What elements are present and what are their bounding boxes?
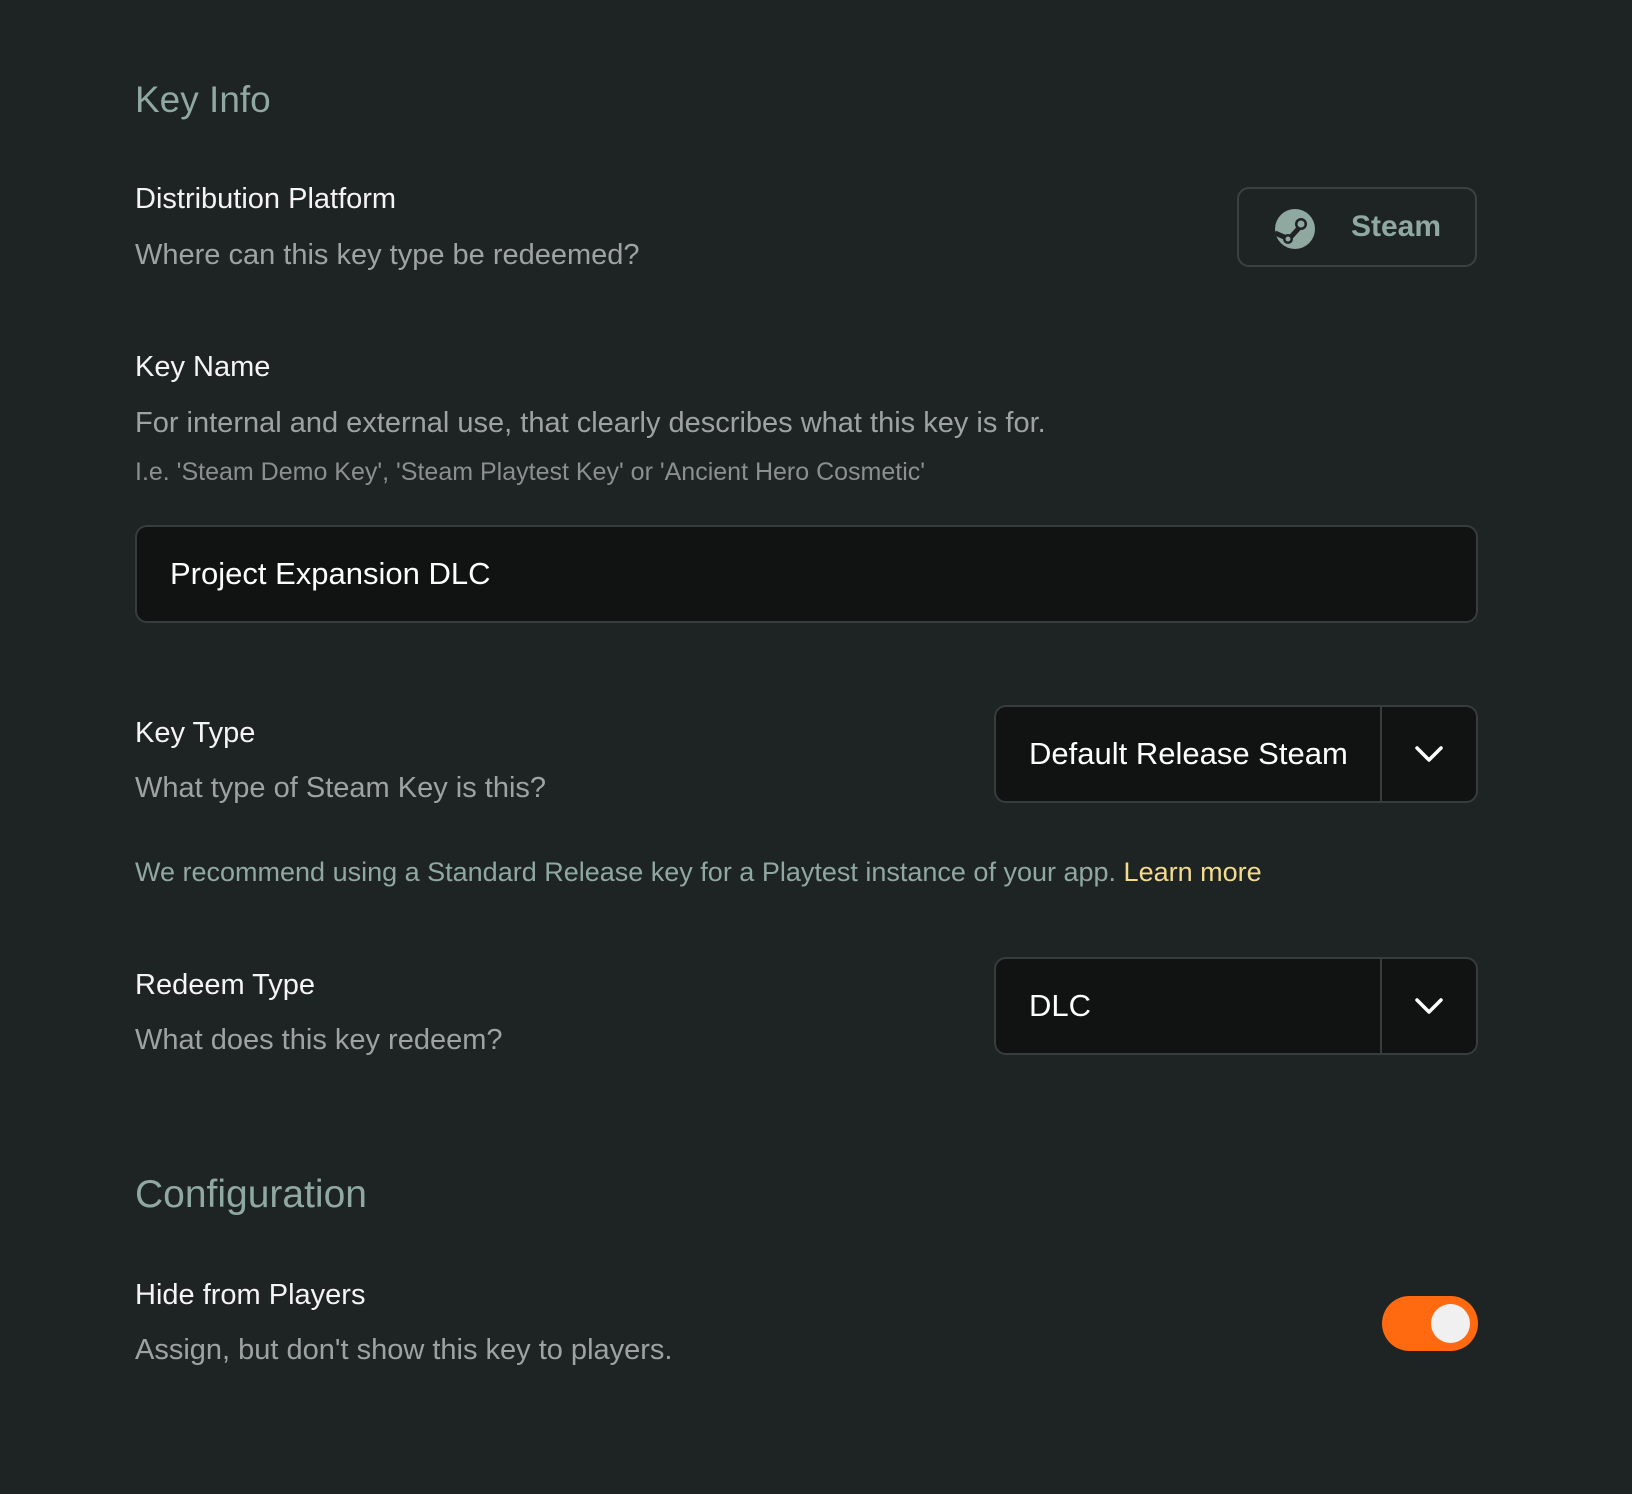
recommendation-message: We recommend using a Standard Release key for a Playtest instance of your app.	[135, 857, 1117, 887]
key-name-value: Project Expansion DLC	[170, 556, 491, 591]
redeem-type-select[interactable]	[994, 957, 1478, 1055]
key-name-hint: I.e. 'Steam Demo Key', 'Steam Playtest Key' or 'Ancient Hero Cosmetic'	[135, 458, 926, 486]
toggle-knob	[1431, 1304, 1470, 1343]
platform-label: Steam	[1351, 210, 1442, 243]
steam-icon	[1275, 209, 1315, 249]
distribution-platform-description: Where can this key type be redeemed?	[135, 239, 640, 271]
hide-from-players-description: Assign, but don't show this key to players.	[135, 1334, 673, 1366]
section-title-key-info: Key Info	[135, 79, 271, 120]
recommendation-text	[135, 856, 1262, 888]
key-type-description: What type of Steam Key is this?	[135, 772, 547, 804]
platform-steam-button[interactable]	[1237, 187, 1477, 267]
key-type-value: Default Release Steam	[1029, 736, 1348, 771]
key-type-label: Key Type	[135, 717, 256, 749]
key-name-input[interactable]	[135, 525, 1478, 623]
redeem-type-label: Redeem Type	[135, 969, 316, 1001]
key-type-select[interactable]	[994, 705, 1478, 803]
select-divider	[1380, 707, 1382, 801]
section-title-configuration: Configuration	[135, 1173, 367, 1216]
redeem-type-value: DLC	[1029, 988, 1092, 1023]
learn-more-link[interactable]: Learn more	[1123, 857, 1262, 887]
key-name-description: For internal and external use, that clearly describes what this key is for.	[135, 407, 1046, 439]
redeem-type-description: What does this key redeem?	[135, 1024, 503, 1056]
key-name-label: Key Name	[135, 351, 271, 383]
hide-from-players-label: Hide from Players	[135, 1279, 366, 1311]
hide-from-players-toggle[interactable]	[1382, 1296, 1478, 1351]
chevron-down-icon[interactable]	[1414, 992, 1444, 1020]
chevron-down-icon[interactable]	[1414, 740, 1444, 768]
select-divider	[1380, 959, 1382, 1053]
distribution-platform-label: Distribution Platform	[135, 183, 397, 215]
